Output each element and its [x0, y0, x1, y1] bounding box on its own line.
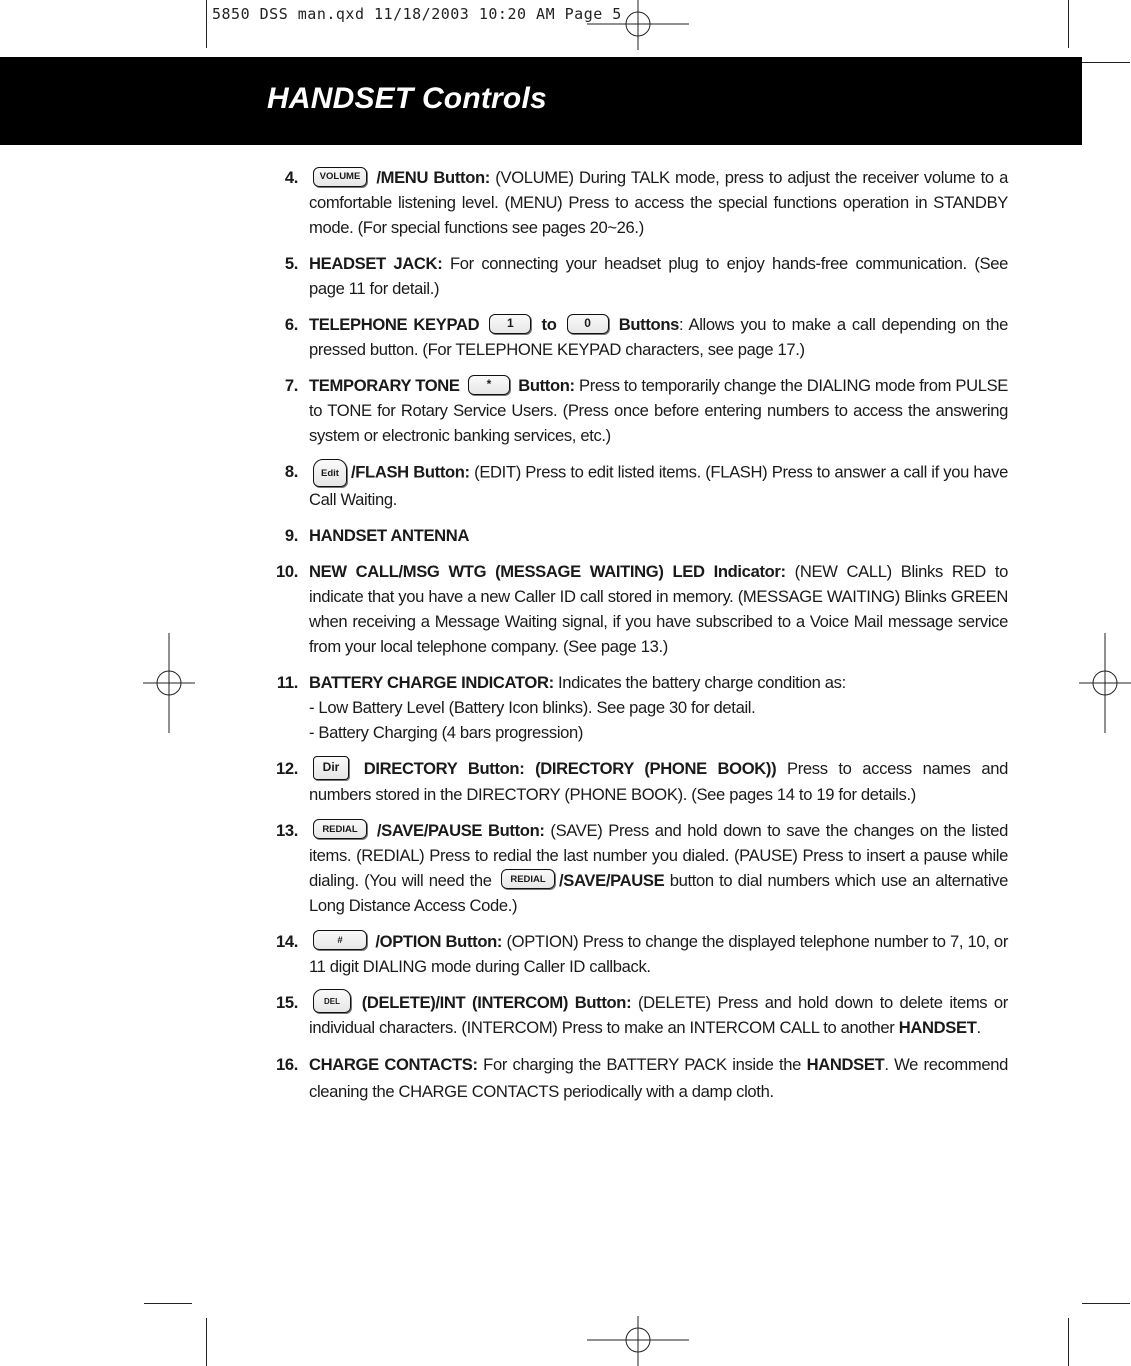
- dir-key-icon: Dir: [313, 756, 349, 780]
- registration-mark-icon: [1079, 633, 1131, 733]
- crop-mark: [1082, 62, 1130, 63]
- list-item: [260, 251, 1008, 301]
- item-number: 5.: [284, 254, 298, 273]
- item-text-2: button to dial numbers which use an alternative Long Distance Access Code.): [309, 870, 1008, 915]
- item-number: 7.: [284, 376, 298, 395]
- crop-mark: [1068, 1318, 1069, 1366]
- item-number: 11.: [276, 673, 298, 692]
- crop-mark: [144, 1303, 192, 1304]
- redial-key-icon: REDIAL: [313, 819, 367, 839]
- item-title: BATTERY CHARGE INDICATOR:: [309, 673, 554, 692]
- item-subline: - Low Battery Level (Battery Icon blinks). See page 30 for detail.: [309, 698, 756, 717]
- list-item: [260, 459, 1008, 512]
- item-title: (DELETE)/INT (INTERCOM) Button:: [361, 992, 632, 1012]
- item-text: For connecting your headset plug to enjoy hands-free communication. (See page 11 for detail.): [309, 254, 1008, 298]
- item-title: HEADSET JACK:: [309, 254, 443, 273]
- item-title-2: /SAVE/PAUSE: [559, 870, 665, 890]
- list-item: [260, 523, 1008, 548]
- item-text-2: . We recommend cleaning the CHARGE CONTACTS periodically with a damp cloth.: [309, 1055, 1008, 1102]
- item-title: /FLASH Button:: [351, 462, 470, 482]
- item-text: (SAVE) Press and hold down to save the changes on the listed items. (REDIAL) Press to redial the last number you dialed. (PAUSE) Press to insert a pause while dialing. (You will need the: [309, 820, 1008, 890]
- item-number: 10.: [275, 562, 298, 581]
- crop-mark: [206, 0, 207, 48]
- item-text: Indicates the battery charge condition as:: [553, 673, 846, 692]
- registration-mark-icon: [587, 0, 689, 50]
- page-title: HANDSET Controls: [267, 82, 547, 115]
- list-item: [260, 165, 1008, 240]
- item-text: : Allows you to make a call depending on the pressed button. (For TELEPHONE KEYPAD characters, see page 17.): [309, 315, 1008, 359]
- list-item: [260, 756, 1008, 807]
- item-number: 4.: [284, 168, 298, 187]
- item-text: Press to temporarily change the DIALING mode from PULSE to TONE for Rotary Service Users. (Press once before entering numbers to access the answering system or electronic banking services, etc.): [309, 376, 1009, 445]
- item-title-2: Button:: [518, 376, 575, 395]
- list-item: [260, 670, 1008, 745]
- item-title: /MENU Button:: [376, 168, 490, 187]
- volume-key-icon: VOLUME: [313, 167, 367, 187]
- registration-mark-icon: [143, 633, 195, 733]
- item-title: TEMPORARY TONE: [309, 376, 460, 395]
- item-number: 15.: [275, 992, 298, 1012]
- hash-key-icon: #: [313, 930, 367, 950]
- item-text: For charging the BATTERY PACK inside the: [477, 1055, 807, 1075]
- list-item: [260, 559, 1008, 659]
- list-item: [260, 312, 1008, 362]
- item-to: to: [541, 315, 557, 334]
- crop-mark: [206, 1318, 207, 1366]
- item-title: /SAVE/PAUSE Button:: [376, 820, 545, 840]
- item-title: HANDSET ANTENNA: [309, 526, 470, 545]
- item-title: NEW CALL/MSG WTG (MESSAGE WAITING) LED Indicator:: [309, 562, 786, 581]
- item-number: 16.: [275, 1055, 298, 1075]
- item-number: 13.: [275, 820, 298, 840]
- item-text-2: .: [976, 1018, 981, 1038]
- key-1-icon: 1: [489, 314, 531, 334]
- list-item: [260, 373, 1008, 448]
- edit-key-icon: Edit: [313, 459, 347, 487]
- item-title-2: HANDSET: [898, 1018, 977, 1038]
- item-text: (OPTION) Press to change the displayed telephone number to 7, 10, or 11 digit DIALING mode during Caller ID callback.: [309, 931, 1008, 976]
- crop-mark: [1068, 0, 1069, 48]
- registration-mark-icon: [587, 1316, 689, 1366]
- list-item: [260, 929, 1008, 979]
- item-number: 14.: [275, 931, 298, 951]
- star-key-icon: *: [468, 375, 510, 395]
- print-slug: 5850 DSS man.qxd 11/18/2003 10:20 AM Page 5: [212, 5, 622, 23]
- item-text: (EDIT) Press to edit listed items. (FLASH) Press to answer a call if you have Call Waiting.: [309, 462, 1008, 509]
- item-number: 12.: [275, 759, 298, 778]
- item-title: DIRECTORY Button: (DIRECTORY (PHONE BOOK)): [363, 759, 777, 778]
- item-text: (NEW CALL) Blinks RED to indicate that you have a new Caller ID call stored in memory. (MESSAGE WAITING) Blinks GREEN when receiving a Message Waiting signal, if you have subscribed to a Voice Mail message service from your local telephone company. (See page 13.): [309, 562, 1008, 656]
- item-text: (VOLUME) During TALK mode, press to adjust the receiver volume to a comfortable listening level. (MENU) Press to access the special functions operation in STANDBY mode. (For special functions see pages 20~26.): [309, 168, 1009, 237]
- list-item: [260, 818, 1008, 918]
- list-item: [260, 1051, 1008, 1105]
- item-number: 6.: [284, 315, 298, 334]
- item-title-2: Buttons: [618, 315, 679, 334]
- item-subline: - Battery Charging (4 bars progression): [309, 723, 584, 742]
- item-title: TELEPHONE KEYPAD: [309, 315, 480, 334]
- item-title-2: HANDSET: [806, 1055, 885, 1075]
- item-title: /OPTION Button:: [375, 931, 503, 951]
- item-text: (DELETE) Press and hold down to delete items or individual characters. (INTERCOM) Press to make an INTERCOM CALL to another: [309, 992, 1008, 1038]
- redial-key-icon: REDIAL: [501, 869, 555, 889]
- key-0-icon: 0: [567, 314, 609, 334]
- controls-list: [260, 165, 1008, 1116]
- del-key-icon: DEL: [313, 989, 351, 1013]
- item-number: 8.: [284, 462, 298, 481]
- item-title: CHARGE CONTACTS:: [309, 1055, 478, 1075]
- item-number: 9.: [284, 526, 298, 545]
- list-item: [260, 990, 1008, 1041]
- crop-mark: [1082, 1303, 1130, 1304]
- item-text: Press to access names and numbers stored in the DIRECTORY (PHONE BOOK). (See pages 14 to 19 for details.): [309, 759, 1009, 804]
